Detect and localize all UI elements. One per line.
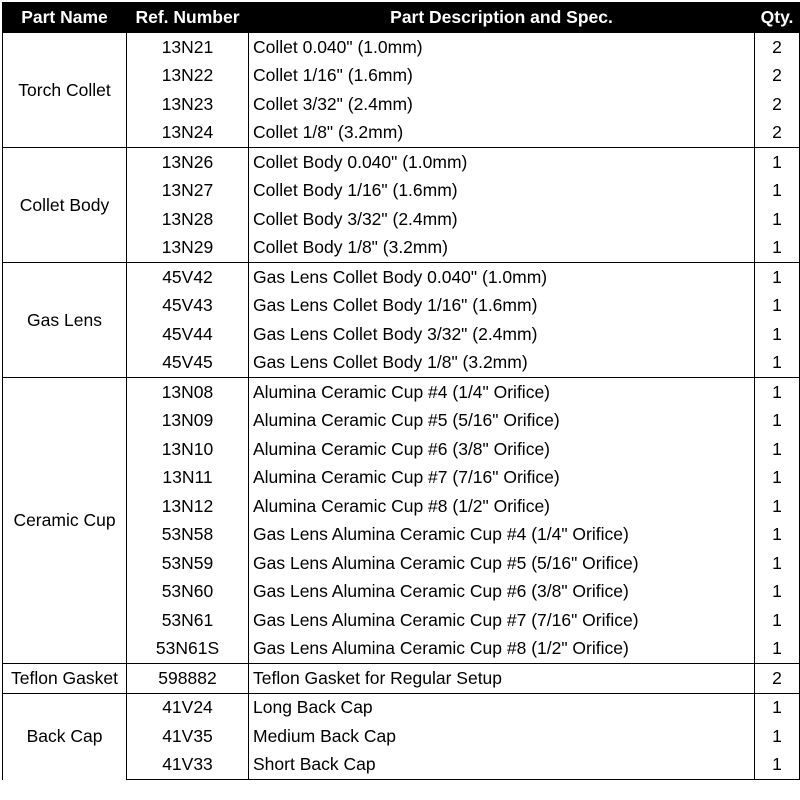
description-cell: Gas Lens Collet Body 1/16" (1.6mm) — [249, 292, 755, 321]
ref-number-cell: 13N22 — [127, 62, 249, 91]
part-name-cell: Gas Lens — [3, 263, 127, 378]
ref-number-cell: 13N26 — [127, 148, 249, 177]
ref-number-cell: 45V43 — [127, 292, 249, 321]
qty-cell: 1 — [755, 234, 800, 263]
ref-number-cell: 13N08 — [127, 378, 249, 407]
ref-number-cell: 13N11 — [127, 464, 249, 493]
ref-number-cell: 45V45 — [127, 349, 249, 378]
description-cell: Collet 3/32" (2.4mm) — [249, 90, 755, 119]
table-row — [3, 33, 800, 62]
table-row — [3, 263, 800, 292]
description-cell: Gas Lens Collet Body 3/32" (2.4mm) — [249, 320, 755, 349]
qty-cell: 1 — [755, 492, 800, 521]
description-cell: Alumina Ceramic Cup #7 (7/16" Orifice) — [249, 464, 755, 493]
header-description: Part Description and Spec. — [249, 3, 755, 33]
description-cell: Collet 0.040" (1.0mm) — [249, 33, 755, 62]
table-row — [3, 148, 800, 177]
description-cell: Gas Lens Collet Body 1/8" (3.2mm) — [249, 349, 755, 378]
part-name-cell: Teflon Gasket — [3, 664, 127, 694]
ref-number-cell: 53N58 — [127, 521, 249, 550]
ref-number-cell: 598882 — [127, 664, 249, 694]
table-body — [3, 33, 800, 780]
ref-number-cell: 13N21 — [127, 33, 249, 62]
description-cell: Gas Lens Collet Body 0.040" (1.0mm) — [249, 263, 755, 292]
table-header — [3, 3, 800, 33]
ref-number-cell: 13N23 — [127, 90, 249, 119]
qty-cell: 1 — [755, 693, 800, 722]
description-cell: Gas Lens Alumina Ceramic Cup #6 (3/8" Orifice) — [249, 578, 755, 607]
description-cell: Gas Lens Alumina Ceramic Cup #4 (1/4" Orifice) — [249, 521, 755, 550]
description-cell: Collet Body 1/8" (3.2mm) — [249, 234, 755, 263]
part-name-cell: Ceramic Cup — [3, 378, 127, 664]
ref-number-cell: 53N61S — [127, 635, 249, 664]
qty-cell: 1 — [755, 606, 800, 635]
qty-cell: 1 — [755, 205, 800, 234]
qty-cell: 2 — [755, 33, 800, 62]
qty-cell: 1 — [755, 148, 800, 177]
qty-cell: 1 — [755, 292, 800, 321]
qty-cell: 2 — [755, 664, 800, 694]
qty-cell: 1 — [755, 435, 800, 464]
qty-cell: 1 — [755, 177, 800, 206]
ref-number-cell: 41V35 — [127, 722, 249, 751]
ref-number-cell: 53N59 — [127, 549, 249, 578]
qty-cell: 1 — [755, 349, 800, 378]
ref-number-cell: 13N09 — [127, 407, 249, 436]
ref-number-cell: 45V42 — [127, 263, 249, 292]
description-cell: Alumina Ceramic Cup #4 (1/4" Orifice) — [249, 378, 755, 407]
description-cell: Teflon Gasket for Regular Setup — [249, 664, 755, 694]
qty-cell: 2 — [755, 119, 800, 148]
ref-number-cell: 13N28 — [127, 205, 249, 234]
qty-cell: 2 — [755, 90, 800, 119]
description-cell: Gas Lens Alumina Ceramic Cup #5 (5/16" Orifice) — [249, 549, 755, 578]
part-name-cell: Collet Body — [3, 148, 127, 263]
parts-table — [2, 2, 800, 780]
part-name-cell: Back Cap — [3, 693, 127, 780]
description-cell: Gas Lens Alumina Ceramic Cup #7 (7/16" Orifice) — [249, 606, 755, 635]
description-cell: Alumina Ceramic Cup #5 (5/16" Orifice) — [249, 407, 755, 436]
table-row — [3, 378, 800, 407]
ref-number-cell: 13N29 — [127, 234, 249, 263]
description-cell: Medium Back Cap — [249, 722, 755, 751]
description-cell: Collet Body 0.040" (1.0mm) — [249, 148, 755, 177]
qty-cell: 1 — [755, 635, 800, 664]
header-qty: Qty. — [755, 3, 800, 33]
qty-cell: 1 — [755, 722, 800, 751]
qty-cell: 2 — [755, 62, 800, 91]
ref-number-cell: 41V33 — [127, 751, 249, 780]
description-cell: Alumina Ceramic Cup #6 (3/8" Orifice) — [249, 435, 755, 464]
qty-cell: 1 — [755, 407, 800, 436]
description-cell: Collet 1/8" (3.2mm) — [249, 119, 755, 148]
ref-number-cell: 13N27 — [127, 177, 249, 206]
ref-number-cell: 13N24 — [127, 119, 249, 148]
header-row — [3, 3, 800, 33]
ref-number-cell: 53N60 — [127, 578, 249, 607]
ref-number-cell: 13N10 — [127, 435, 249, 464]
description-cell: Collet Body 3/32" (2.4mm) — [249, 205, 755, 234]
qty-cell: 1 — [755, 549, 800, 578]
qty-cell: 1 — [755, 578, 800, 607]
table-row — [3, 664, 800, 694]
description-cell: Long Back Cap — [249, 693, 755, 722]
description-cell: Gas Lens Alumina Ceramic Cup #8 (1/2" Orifice) — [249, 635, 755, 664]
description-cell: Collet 1/16" (1.6mm) — [249, 62, 755, 91]
table-row — [3, 693, 800, 722]
qty-cell: 1 — [755, 378, 800, 407]
qty-cell: 1 — [755, 263, 800, 292]
qty-cell: 1 — [755, 464, 800, 493]
header-ref-number: Ref. Number — [127, 3, 249, 33]
description-cell: Alumina Ceramic Cup #8 (1/2" Orifice) — [249, 492, 755, 521]
ref-number-cell: 41V24 — [127, 693, 249, 722]
ref-number-cell: 53N61 — [127, 606, 249, 635]
header-part-name: Part Name — [3, 3, 127, 33]
part-name-cell: Torch Collet — [3, 33, 127, 148]
qty-cell: 1 — [755, 751, 800, 780]
ref-number-cell: 13N12 — [127, 492, 249, 521]
description-cell: Collet Body 1/16" (1.6mm) — [249, 177, 755, 206]
qty-cell: 1 — [755, 320, 800, 349]
ref-number-cell: 45V44 — [127, 320, 249, 349]
description-cell: Short Back Cap — [249, 751, 755, 780]
qty-cell: 1 — [755, 521, 800, 550]
